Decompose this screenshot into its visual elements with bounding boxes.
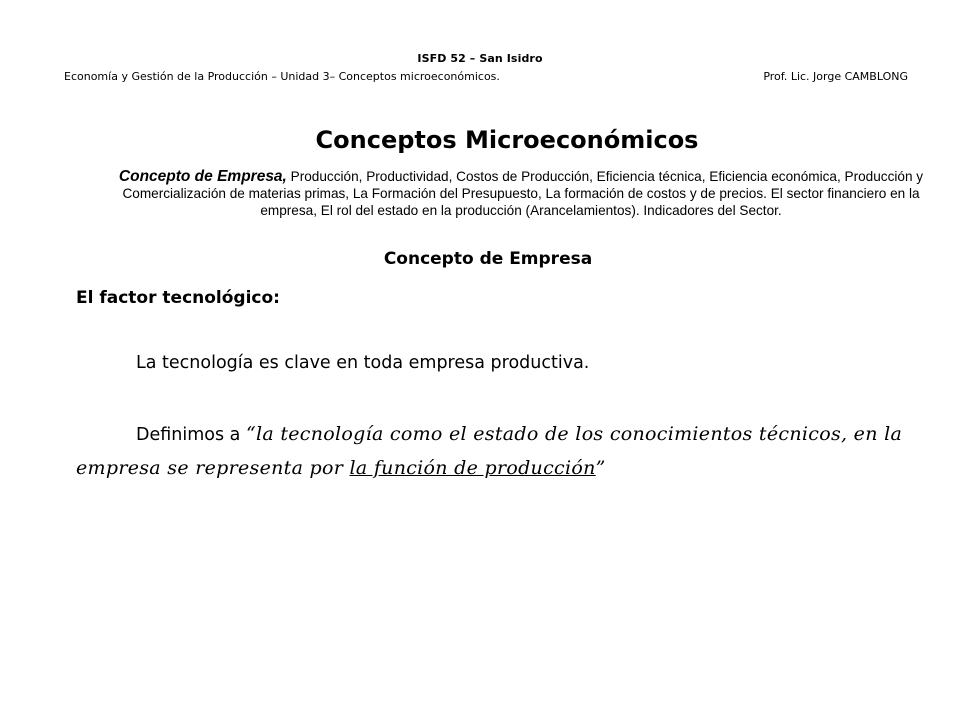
section-title: Concepto de Empresa <box>383 249 593 269</box>
topics-subtitle <box>110 168 932 219</box>
definition-intro: Definimos a <box>136 425 246 445</box>
page-title: Conceptos Microeconómicos <box>315 126 699 154</box>
institution-header: ISFD 52 – San Isidro <box>417 52 543 65</box>
subtitle-lead: Concepto de Empresa, <box>118 168 287 185</box>
paragraph-technology-key: La tecnología es clave en toda empresa productiva. <box>136 353 590 373</box>
definition-quote: la tecnología como el estado de los conocimientos técnicos, en la empresa se representa por <box>76 423 903 479</box>
course-header: Economía y Gestión de la Producción – Unidad 3– Conceptos microeconómicos. <box>64 70 500 83</box>
definition-close-quote: ” <box>595 457 606 479</box>
professor-header: Prof. Lic. Jorge CAMBLONG <box>763 70 908 83</box>
production-function-term: la función de producción <box>349 457 596 479</box>
paragraph-definition <box>76 418 946 486</box>
factor-heading: El factor tecnológico: <box>76 288 280 308</box>
subtitle-topics: Producción, Productividad, Costos de Producción, Eficiencia técnica, Eficiencia económica, Producción y Comercialización de materias primas, La Formación del Presupuesto, La formación de costos y de precios. El sector financiero en la empresa, El rol del estado en la producción (Arancelamientos). Indicadores del Sector. <box>122 169 924 218</box>
definition-open-quote: “ <box>245 423 256 445</box>
